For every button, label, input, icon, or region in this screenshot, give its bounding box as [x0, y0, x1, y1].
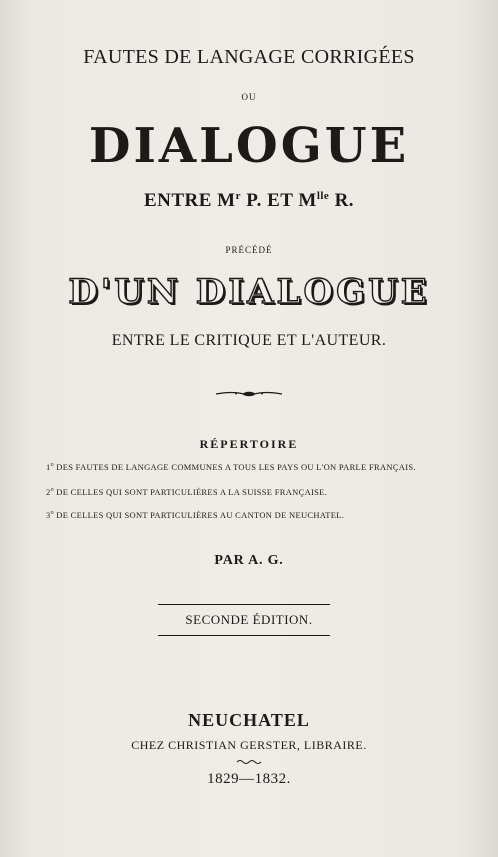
edition-rule-bottom	[158, 635, 330, 636]
repertoire-heading: RÉPERTOIRE	[199, 437, 299, 451]
item-num: 1	[46, 462, 51, 472]
item-ordinal: o	[50, 487, 54, 494]
entre-line	[0, 190, 498, 212]
item-num: 3	[46, 510, 51, 520]
wave-ornament	[0, 758, 498, 766]
repertoire-item	[46, 462, 416, 472]
imprint-city: NEUCHATEL	[188, 710, 310, 730]
item-num: 2	[46, 487, 51, 497]
edition-rule-top	[158, 604, 330, 605]
repertoire-item	[46, 487, 327, 497]
conjunction-ou: OU	[241, 92, 257, 102]
subtitle-line: FAUTES DE LANGAGE CORRIGÉES	[83, 46, 415, 68]
entre-sup-a: r	[235, 190, 241, 202]
item-text: DES FAUTES DE LANGAGE COMMUNES A TOUS LES PAYS OU L'ON PARLE FRANÇAIS.	[53, 462, 416, 472]
precede-label: PRÉCÉDÉ	[225, 245, 273, 255]
item-text: DE CELLES QUI SONT PARTICULIÈRES AU CANTON DE NEUCHATEL.	[53, 510, 345, 520]
item-text: DE CELLES QUI SONT PARTICULIÈRES A LA SUISSE FRANÇAISE.	[53, 487, 328, 497]
edition-label: SECONDE ÉDITION.	[185, 612, 313, 627]
ornament-rule	[0, 389, 498, 399]
repertoire-item	[46, 510, 344, 520]
entre-part-a: ENTRE M	[143, 190, 236, 211]
imprint-dates: 1829—1832.	[207, 771, 291, 787]
author-line: PAR A. G.	[214, 553, 284, 568]
second-title: D'UN DIALOGUE	[68, 272, 430, 312]
item-ordinal: o	[50, 462, 54, 469]
entre-part-b: P. ET M	[241, 190, 317, 211]
main-title: DIALOGUE	[88, 118, 410, 174]
imprint-publisher: CHEZ CHRISTIAN GERSTER, LIBRAIRE.	[131, 738, 367, 752]
second-subtitle: ENTRE LE CRITIQUE ET L'AUTEUR.	[111, 332, 387, 349]
item-ordinal: o	[50, 510, 54, 517]
entre-part-c: R.	[329, 190, 355, 211]
entre-sup-b: lle	[316, 190, 330, 202]
